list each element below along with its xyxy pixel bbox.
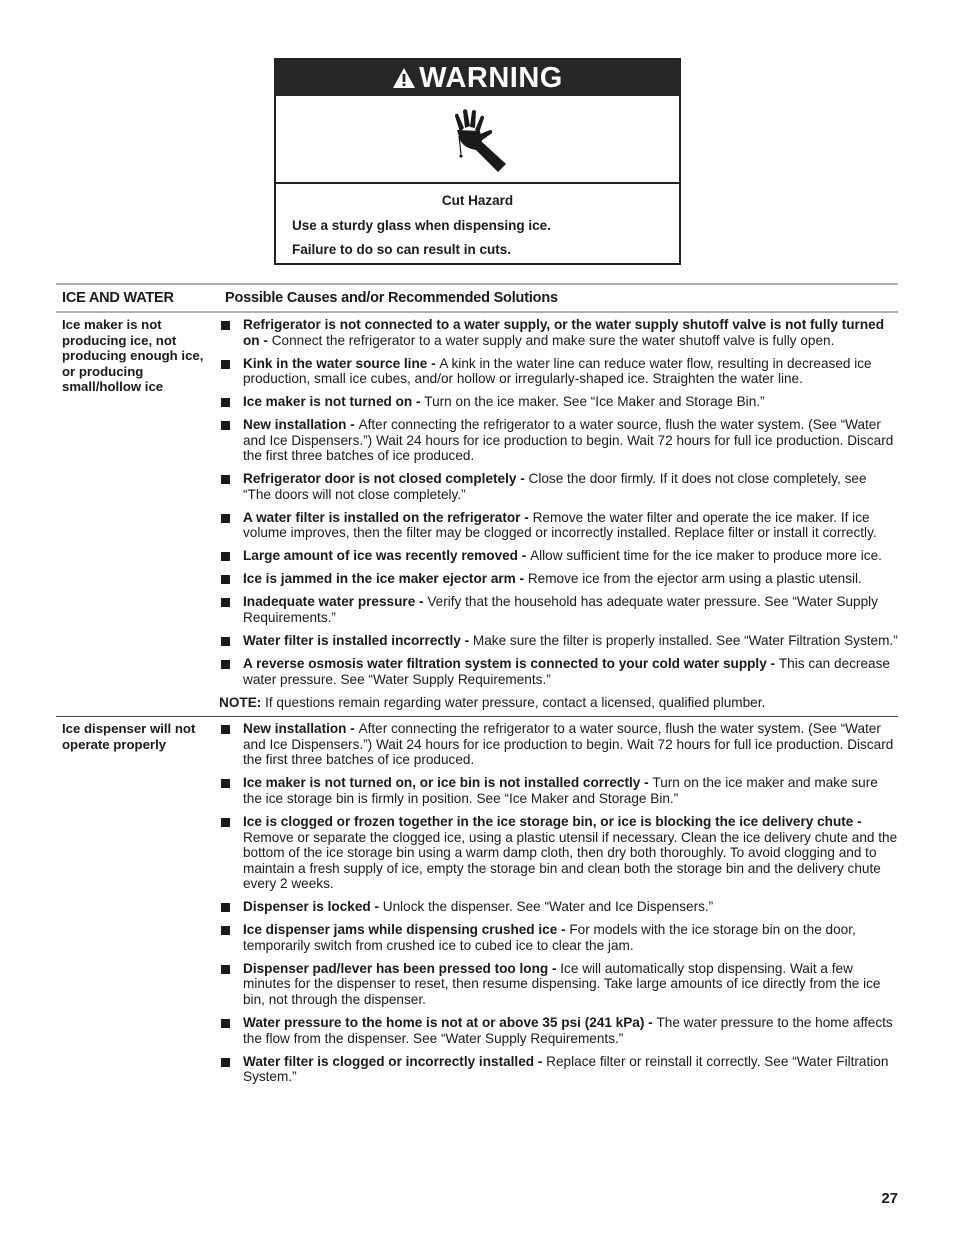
list-item: [219, 417, 898, 464]
square-bullet-icon: [221, 660, 230, 669]
square-bullet-icon: [221, 321, 230, 330]
solution-text: Replace filter or reinstall it correctly. See “Water Filtration System.”: [243, 1053, 889, 1085]
header-possible-causes: Possible Causes and/or Recommended Solutions: [225, 290, 558, 306]
note-text: If questions remain regarding water pressure, contact a licensed, qualified plumber.: [261, 694, 766, 710]
solution-text: Verify that the household has adequate water pressure. See “Water Supply Requirements.”: [243, 594, 878, 626]
list-item: [219, 721, 898, 768]
square-bullet-icon: [221, 475, 230, 484]
warning-triangle-icon: [392, 67, 416, 89]
warning-text: [276, 184, 679, 257]
warning-line-2: Failure to do so can result in cuts.: [292, 242, 512, 257]
solution-text: Unlock the dispenser. See “Water and Ice Dispensers.”: [382, 899, 714, 915]
problem-label: Ice dispenser will not operate properly: [62, 721, 196, 752]
list-item: [219, 356, 898, 387]
header-ice-and-water: ICE AND WATER: [62, 290, 174, 306]
square-bullet-icon: [221, 725, 230, 734]
square-bullet-icon: [221, 965, 230, 974]
list-item: [219, 317, 898, 348]
square-bullet-icon: [221, 926, 230, 935]
cause-text: A water filter is installed on the refrigerator -: [243, 509, 533, 525]
cut-hazard-pictogram: [276, 98, 679, 184]
cause-text: Large amount of ice was recently removed -: [243, 548, 531, 564]
cause-text: Inadequate water pressure -: [243, 594, 428, 610]
list-item: [219, 775, 898, 806]
list-item: [219, 961, 898, 1008]
list-item: [219, 922, 898, 953]
table-body: [56, 313, 898, 1098]
list-item: [219, 548, 898, 564]
cause-text: Dispenser pad/lever has been pressed too long -: [243, 960, 561, 976]
solution-text: This can decrease water pressure. See “Water Supply Requirements.”: [243, 656, 890, 687]
solution-text: Connect the refrigerator to a water supply and make sure the water shutoff valve is fully open.: [271, 332, 835, 348]
warning-box: [274, 58, 681, 265]
solution-text: A kink in the water line can reduce water flow, resulting in decreased ice production, small ice cubes, and/or hollow or irregularly-shaped ice. Straighten the water line.: [243, 355, 872, 387]
square-bullet-icon: [221, 398, 230, 407]
solutions-list: [219, 721, 898, 1092]
cause-text: A reverse osmosis water filtration system is connected to your cold water supply -: [243, 656, 779, 671]
list-item: [219, 1015, 898, 1046]
square-bullet-icon: [221, 421, 230, 430]
solution-text: Remove or separate the clogged ice, using a plastic utensil if necessary. Clean the ice delivery chute and the bottom of the ice storage bin using a warm damp cloth, then dry both thoroughly. To avoid clogging and to maintain a fresh supply of ice, empty the storage bin and clean both the storage bin and the delivery chute every 2 weeks.: [243, 829, 898, 892]
list-item: [219, 394, 898, 410]
table-row: [56, 313, 898, 716]
cause-text: Ice is clogged or frozen together in the ice storage bin, or ice is blocking the ice delivery chute -: [243, 813, 862, 829]
square-bullet-icon: [221, 818, 230, 827]
solution-text: Turn on the ice maker and make sure the ice storage bin is firmly in position. See “Ice Maker and Storage Bin.”: [243, 775, 878, 806]
troubleshooting-table: [56, 283, 898, 1098]
cause-text: Ice is jammed in the ice maker ejector arm -: [243, 571, 528, 587]
list-item: [219, 594, 898, 625]
cause-text: Dispenser is locked -: [243, 899, 383, 915]
list-item: [219, 510, 898, 541]
cause-text: New installation -: [243, 721, 359, 737]
warning-title: WARNING: [419, 61, 563, 94]
solution-text: After connecting the refrigerator to a water source, flush the water system. (See “Water and Ice Dispensers.”) Wait 24 hours for ice production to begin. Wait 72 hours for full ice production. Discard the first three batches of ice produced.: [243, 417, 894, 464]
solution-text: Remove the water filter and operate the ice maker. If ice volume improves, then the filter may be clogged or incorrectly installed. Replace filter or install it correctly.: [243, 509, 877, 541]
table-header: [56, 283, 898, 313]
list-item: [219, 633, 898, 649]
square-bullet-icon: [221, 1058, 230, 1067]
cause-text: Kink in the water source line -: [243, 355, 440, 371]
cause-text: Water filter is installed incorrectly -: [243, 633, 473, 649]
solution-text: Allow sufficient time for the ice maker to produce more ice.: [530, 548, 882, 564]
solution-text: The water pressure to the home affects the flow from the dispenser. See “Water Supply Requirements.”: [243, 1015, 893, 1046]
solution-text: Turn on the ice maker. See “Ice Maker and Storage Bin.”: [424, 394, 765, 410]
list-item: [219, 571, 898, 587]
page-number: 27: [881, 1190, 898, 1207]
cause-text: Water pressure to the home is not at or above 35 psi (241 kPa) -: [243, 1015, 657, 1031]
square-bullet-icon: [221, 552, 230, 561]
list-item: [219, 899, 898, 915]
list-item: [219, 1054, 898, 1085]
solution-text: Make sure the filter is properly installed. See “Water Filtration System.”: [472, 633, 898, 649]
warning-header: [276, 60, 679, 98]
list-item: [219, 656, 898, 687]
solution-text: Close the door firmly. If it does not close completely, see “The doors will not close completely.”: [243, 471, 867, 502]
note: [219, 695, 898, 711]
cause-text: Refrigerator is not connected to a water supply, or the water supply shutoff valve is not fully turned on -: [243, 317, 885, 348]
warning-line-1: Use a sturdy glass when dispensing ice.: [292, 218, 551, 233]
cause-text: Water filter is clogged or incorrectly installed -: [243, 1053, 547, 1069]
square-bullet-icon: [221, 903, 230, 912]
problem-label: Ice maker is not producing ice, not producing enough ice, or producing small/hollow ice: [62, 317, 204, 395]
square-bullet-icon: [221, 514, 230, 523]
list-item: [219, 471, 898, 502]
cause-text: Refrigerator door is not closed completely -: [243, 471, 529, 487]
solutions-list: [219, 317, 898, 710]
solution-text: Remove ice from the ejector arm using a plastic utensil.: [527, 571, 862, 587]
square-bullet-icon: [221, 360, 230, 369]
solution-text: After connecting the refrigerator to a water source, flush the water system. (See “Water and Ice Dispensers.”) Wait 24 hours for ice production to begin. Wait 72 hours for full ice production. Discard the first three batches of ice produced.: [243, 721, 894, 768]
square-bullet-icon: [221, 598, 230, 607]
cause-text: Ice maker is not turned on, or ice bin is not installed correctly -: [243, 775, 653, 791]
cause-text: Ice dispenser jams while dispensing crushed ice -: [243, 922, 570, 938]
solution-text: For models with the ice storage bin on the door, temporarily switch from crushed ice to cubed ice to clear the jam.: [243, 922, 856, 953]
solution-text: Ice will automatically stop dispensing. Wait a few minutes for the dispenser to reset, then resume dispensing. Take large amounts of ice directly from the ice bin, not through the dispenser.: [243, 960, 881, 1008]
table-row: [56, 716, 898, 1098]
square-bullet-icon: [221, 575, 230, 584]
square-bullet-icon: [221, 779, 230, 788]
list-item: [219, 814, 898, 892]
cause-text: New installation -: [243, 417, 359, 433]
square-bullet-icon: [221, 1019, 230, 1028]
hazard-title: Cut Hazard: [441, 193, 514, 208]
square-bullet-icon: [221, 637, 230, 646]
cut-hand-icon: [446, 108, 510, 172]
cause-text: Ice maker is not turned on -: [243, 394, 425, 410]
note-label: NOTE:: [219, 694, 262, 710]
